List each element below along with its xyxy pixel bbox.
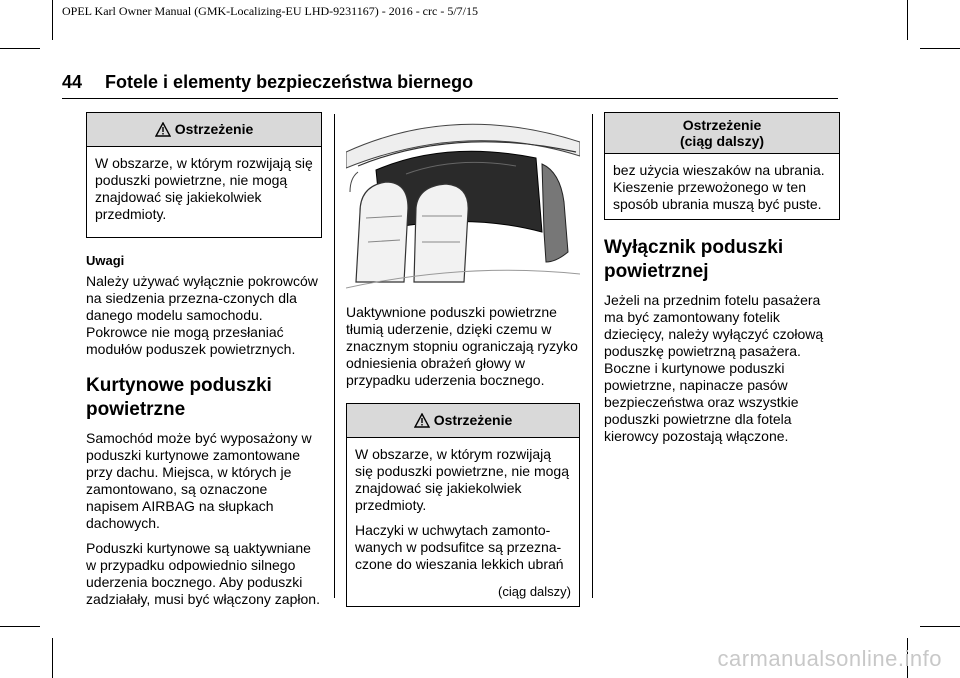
note-text: Należy używać wyłącznie pokrowców na siedzenia przezna-czonych dla danego modelu samochodu. Pokrowce nie mogą przesłaniać modułów poduszek powietrznych. [86, 273, 318, 357]
warning-header [87, 113, 321, 147]
warning-text: W obszarze, w którym rozwijają się poduszki powietrzne, nie mogą znajdować się jakiekolwiek przedmioty. [355, 446, 570, 513]
warning-box [86, 112, 322, 238]
paragraph: Jeżeli na przednim fotelu pasażera ma być zamontowany fotelik dziecięcy, należy wyłączyć czołową poduszkę powietrzną pasażera. Boczne i kurtynowe poduszki powietrzne, napinacze pasów bezpieczeństwa oraz wszystkie poduszki powietrzne dla fotela kierowcy pozostają włączone. [604, 292, 824, 444]
column-2 [346, 112, 580, 607]
warning-title: Ostrzeżenie [433, 412, 513, 428]
crop-mark [920, 48, 960, 49]
curtain-airbag-illustration [346, 112, 580, 292]
heading-rule [62, 98, 838, 99]
warning-title: Ostrzeżenie [682, 117, 762, 133]
page-number: 44 [62, 72, 83, 92]
warning-body [347, 438, 579, 606]
crop-mark [0, 48, 40, 49]
page-title: Fotele i elementy bezpieczeństwa biernego [105, 72, 474, 92]
crop-mark [52, 638, 53, 678]
warning-text: W obszarze, w którym rozwijają się poduszki powietrzne, nie mogą znajdować się jakiekolwiek przedmioty. [95, 155, 313, 222]
warning-body [87, 147, 321, 237]
image-caption: Uaktywnione poduszki powietrzne tłumią uderzenie, dzięki czemu w znacznym stopniu ograniczają ryzyko odniesienia obrażeń głowy w przypadku uderzenia bocznego. [346, 304, 578, 388]
page-heading [62, 72, 473, 93]
warning-body [605, 154, 839, 219]
warning-box-continued [604, 112, 840, 220]
crop-mark [0, 626, 40, 627]
warning-continued-title: (ciąg dalszy) [679, 133, 765, 149]
crop-mark [907, 0, 908, 40]
paragraph: Poduszki kurtynowe są uaktywniane w przypadku odpowiednio silnego uderzenia bocznego. Aby poduszki zadziałały, musi być włączony zapłon. [86, 540, 320, 607]
warning-triangle-icon [155, 122, 171, 140]
column-3 [604, 112, 840, 453]
watermark: carmanualsonline.info [717, 646, 942, 671]
column-1 [86, 112, 322, 616]
column-divider [592, 114, 593, 598]
warning-title: Ostrzeżenie [174, 121, 254, 137]
paragraph: Samochód może być wyposażony w poduszki kurtynowe zamontowane przy dachu. Miejsca, w których je zamontowano, są oznaczone napisem AIRBAG na słupkach dachowych. [86, 430, 312, 531]
warning-text: bez użycia wieszaków na ubrania. Kieszenie przewożonego w ten sposób ubrania muszą być puste. [613, 162, 825, 212]
document-meta-header: OPEL Karl Owner Manual (GMK-Localizing-EU LHD-9231167) - 2016 - crc - 5/7/15 [62, 4, 478, 18]
section-title-curtain-airbags: Kurtynowe poduszki powietrzne [86, 375, 272, 420]
crop-mark [52, 0, 53, 40]
column-divider [334, 114, 335, 598]
section-title-airbag-switch: Wyłącznik poduszki powietrznej [604, 237, 784, 282]
note-label: Uwagi [86, 253, 125, 268]
warning-header [605, 113, 839, 154]
warning-text: Haczyki w uchwytach zamonto-wanych w podsufitce są przezna-czone do wieszania lekkich ubrań [355, 522, 564, 572]
warning-box [346, 403, 580, 607]
continued-label: (ciąg dalszy) [498, 584, 571, 599]
warning-triangle-icon [414, 413, 430, 431]
warning-header [347, 404, 579, 438]
crop-mark [920, 626, 960, 627]
